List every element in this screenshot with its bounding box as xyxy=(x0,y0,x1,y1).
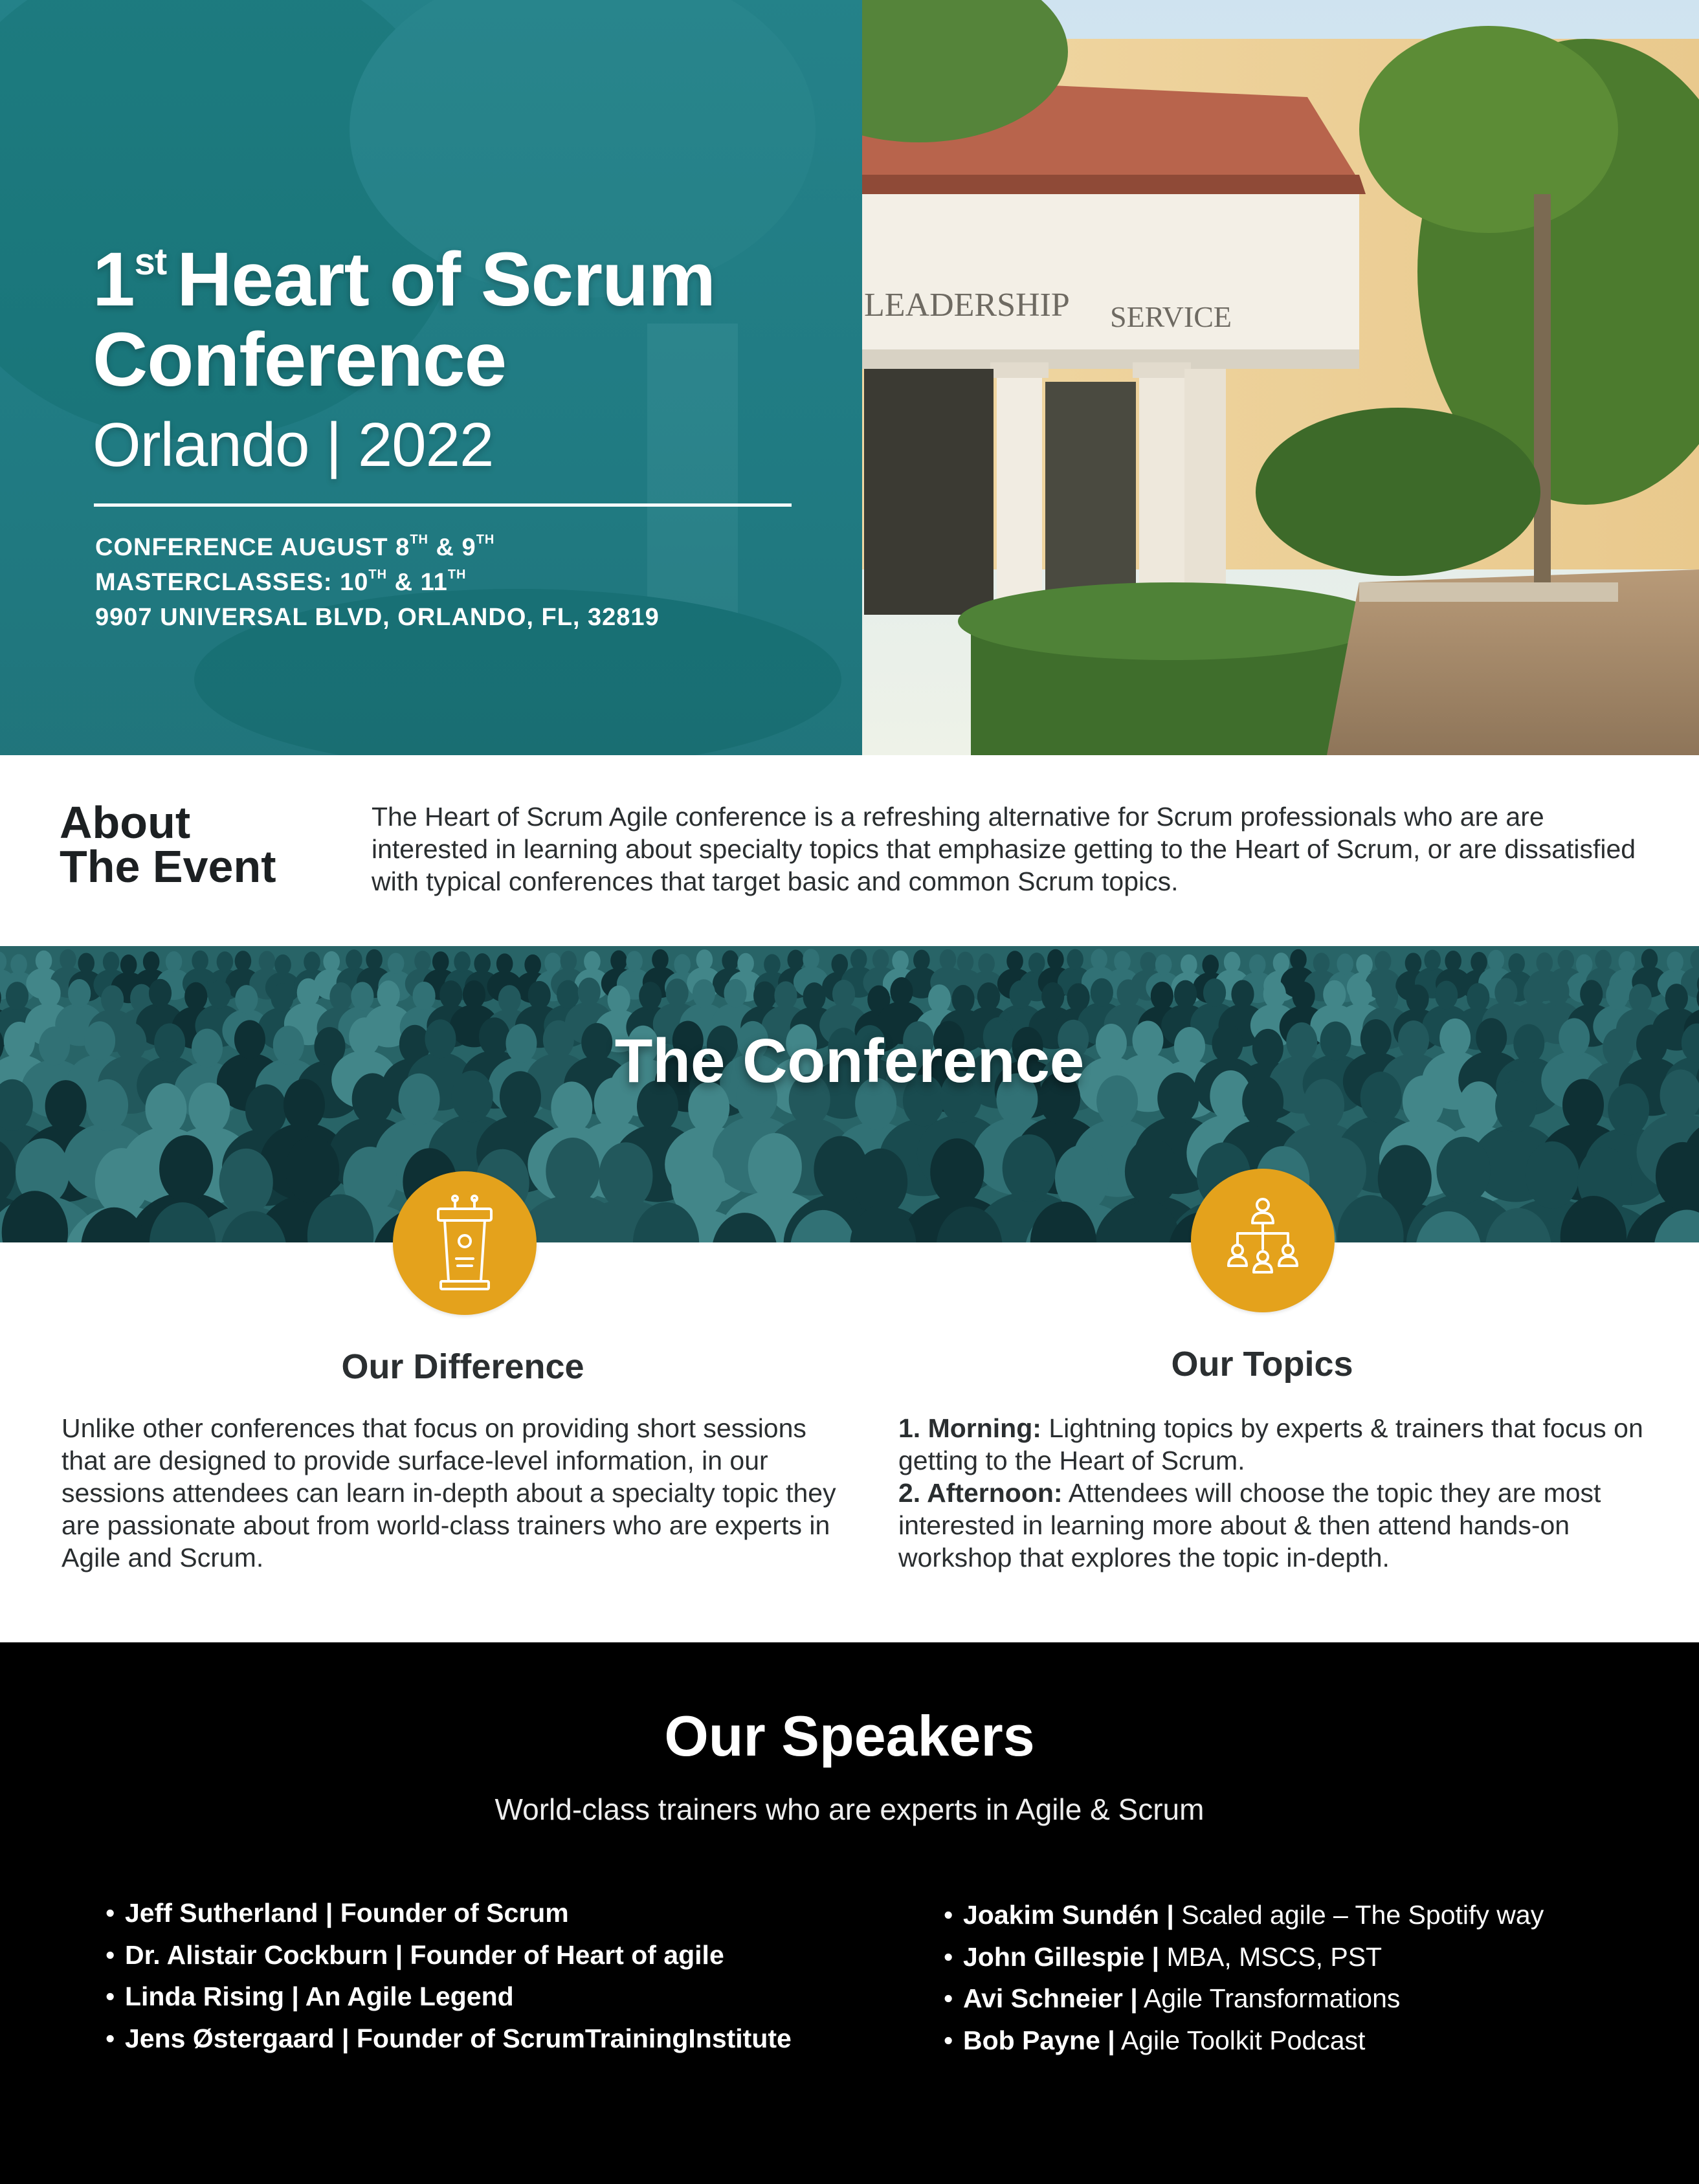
difference-text: Unlike other conferences that focus on providing short sessions that are designed to provide surface-level information, in our sessions attendees can learn in-depth about a specialty topic they are passionate about from world-class trainers who are experts in Agile and Scrum. xyxy=(61,1413,836,1572)
speaker-item: • Jeff Sutherland | Founder of Scrum xyxy=(105,1892,792,1934)
hero-title-ordinal-suffix: st xyxy=(134,240,167,283)
conference-dates: CONFERENCE AUGUST 8TH & 9TH xyxy=(95,533,495,561)
speaker-item: • Avi Schneier | Agile Transformations xyxy=(944,1978,1544,2020)
hero-divider xyxy=(94,503,792,507)
about-text: The Heart of Scrum Agile conference is a refreshing alternative for Scrum professionals who are are interested in learning about specialty topics that emphasize getting to the Heart of Scrum, or are dissatisfied with typical conferences that target basic and common Scrum topics. xyxy=(372,802,1636,896)
speaker-item: • Linda Rising | An Agile Legend xyxy=(105,1976,792,2018)
speakers-list-left xyxy=(105,1892,792,2059)
conference-title: The Conference xyxy=(614,1026,1085,1096)
speaker-item: • Dr. Alistair Cockburn | Founder of Heart of agile xyxy=(105,1934,792,1976)
hero-title-ordinal: 1 xyxy=(93,237,135,322)
hero-city-year: Orlando | 2022 xyxy=(93,410,494,480)
topics-badge xyxy=(1191,1169,1335,1312)
masterclass-dates: MASTERCLASSES: 10TH & 11TH xyxy=(95,568,467,596)
hero-title xyxy=(93,237,805,403)
hero-text-block xyxy=(93,239,805,635)
hierarchy-icon xyxy=(1191,1169,1335,1312)
difference-title: Our Difference xyxy=(341,1347,584,1386)
about-title: About The Event xyxy=(60,797,276,892)
speakers-section xyxy=(0,1642,1699,2184)
venue-address: 9907 UNIVERSAL BLVD, ORLANDO, FL, 32819 xyxy=(95,604,660,631)
difference-badge xyxy=(393,1171,537,1315)
speaker-item: • Joakim Sundén | Scaled agile – The Spotify way xyxy=(944,1894,1544,1936)
speaker-item: • Bob Payne | Agile Toolkit Podcast xyxy=(944,2020,1544,2062)
podium-icon xyxy=(393,1171,537,1315)
svg-text:LEADERSHIP: LEADERSHIP xyxy=(864,287,1070,324)
topics-list xyxy=(898,1412,1649,1574)
hero-title-line2: Conference xyxy=(93,317,507,403)
svg-text:SERVICE: SERVICE xyxy=(1110,300,1232,333)
speakers-list-right xyxy=(944,1894,1544,2061)
about-section xyxy=(0,755,1699,946)
topic-morning: 1. Morning: Lightning topics by experts & trainers that focus on getting to the Heart of Scrum. xyxy=(898,1413,1643,1475)
speakers-title: Our Speakers xyxy=(664,1704,1035,1768)
speaker-item: • Jens Østergaard | Founder of ScrumTrainingInstitute xyxy=(105,2018,792,2060)
topic-afternoon: 2. Afternoon: Attendees will choose the topic they are most interested in learning more about & then attend hands-on workshop that explores the topic in-depth. xyxy=(898,1478,1601,1572)
hero-banner xyxy=(0,0,1699,755)
speaker-item: • John Gillespie | MBA, MSCS, PST xyxy=(944,1936,1544,1978)
topics-title: Our Topics xyxy=(1171,1345,1353,1384)
speakers-subtitle: World-class trainers who are experts in Agile & Scrum xyxy=(494,1792,1205,1826)
hero-title-line1: Heart of Scrum xyxy=(177,237,716,322)
hero-details xyxy=(95,530,805,635)
